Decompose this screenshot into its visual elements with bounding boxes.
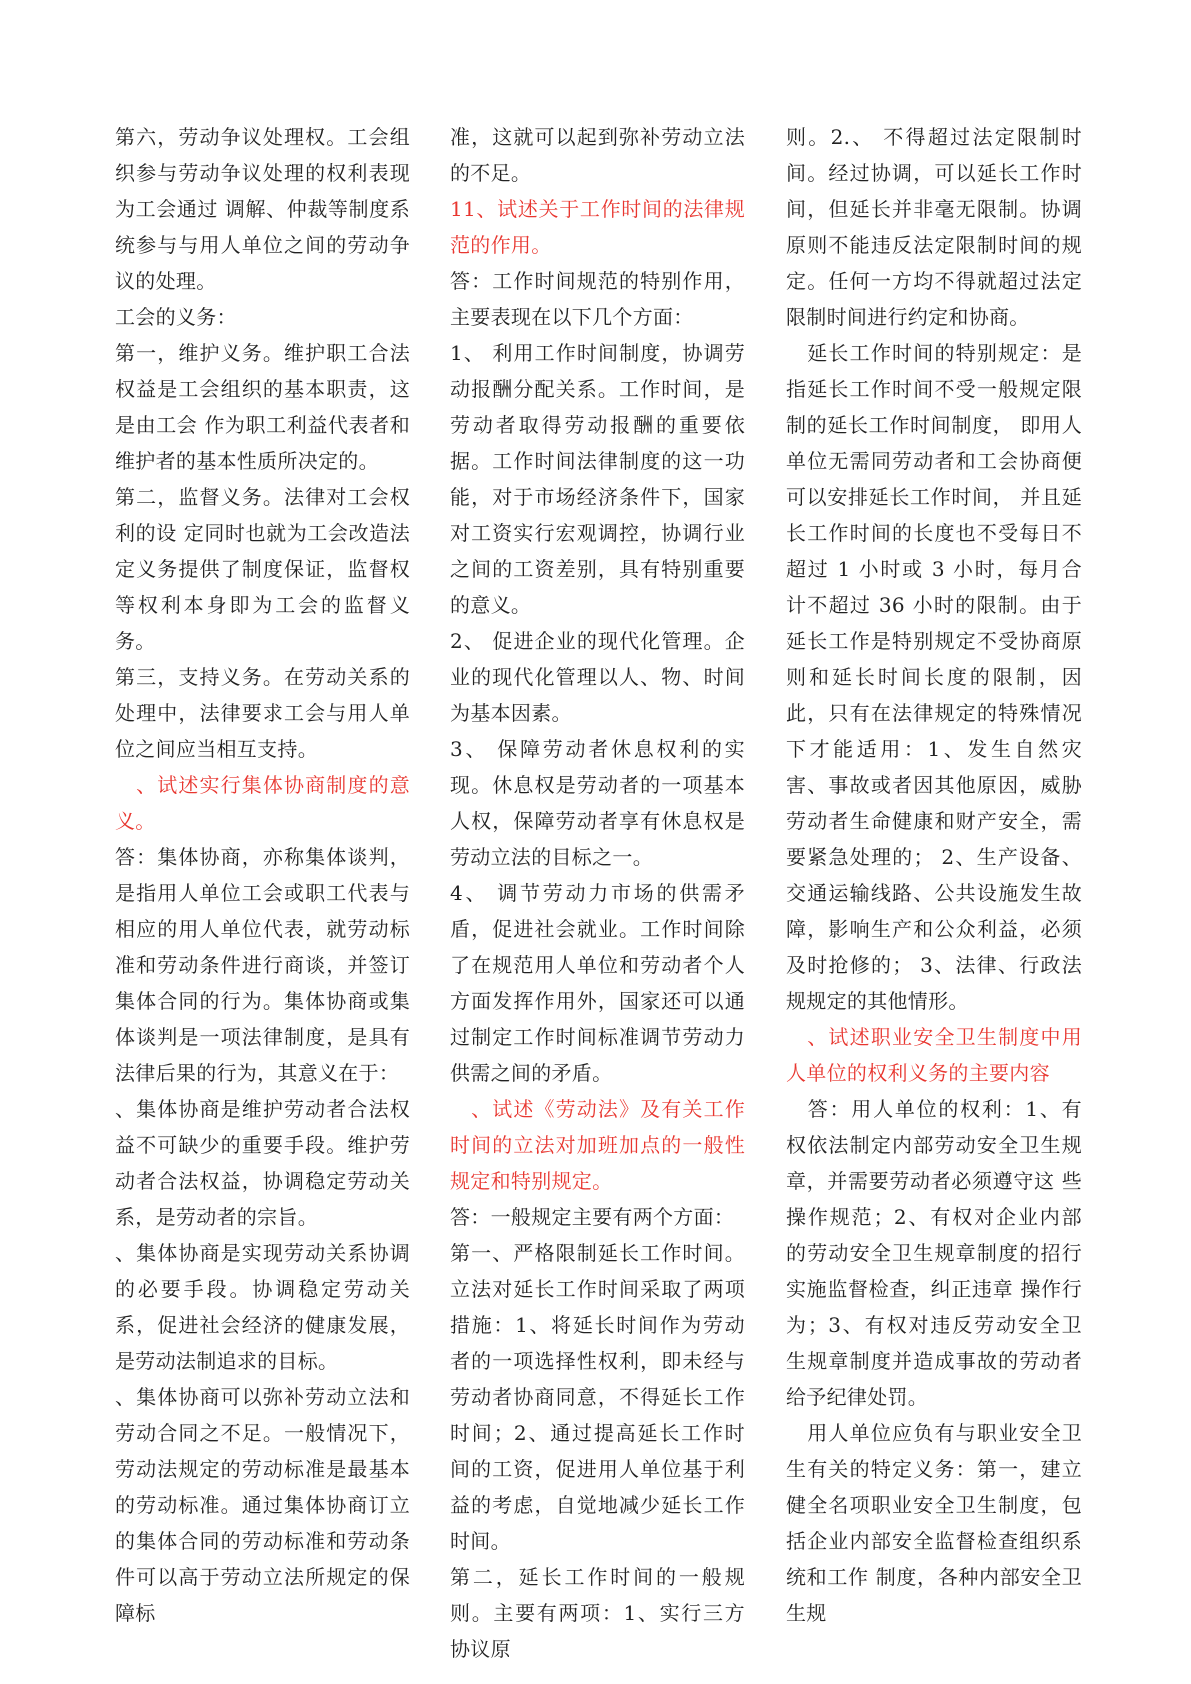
section-heading: 、试述实行集体协商制度的意义。: [115, 773, 410, 833]
paragraph: 第二，延长工作时间的一般规则。主要有两项：1、实行三方协议原: [450, 1565, 745, 1661]
paragraph: 用人单位应负有与职业安全卫生有关的特定义务：第一，建立健全名项职业安全卫生制度，包括企业内部安全监督检查组织系统和工作 制度，各种内部安全卫生规: [786, 1421, 1082, 1625]
paragraph: 第一、严格限制延长工作时间。立法对延长工作时间采取了两项措施：1、将延长时间作为劳动者的一项选择性权利，即未经与劳动者协商同意，不得延长工作时间；2、通过提高延长工作时间的工资，促进用人单位基于利益的考虑，自觉地减少延长工作时间。: [450, 1241, 745, 1553]
paragraph: 第三，支持义务。在劳动关系的处理中，法律要求工会与用人单位之间应当相互支持。: [115, 665, 410, 761]
paragraph: 1、 利用工作时间制度，协调劳动报酬分配关系。工作时间，是劳动者取得劳动报酬的重要依据。工作时间法律制度的这一功能，对于市场经济条件下，国家对工资实行宏观调控，协调行业之间的工资差别，具有特别重要的意义。: [450, 341, 745, 617]
paragraph: 答：工作时间规范的特别作用，主要表现在以下几个方面：: [450, 269, 745, 329]
text-column-1: [115, 119, 410, 1631]
paragraph: 3、 保障劳动者休息权利的实现。休息权是劳动者的一项基本人权，保障劳动者享有休息权是劳动立法的目标之一。: [450, 737, 745, 869]
paragraph: 、集体协商是实现劳动关系协调的必要手段。协调稳定劳动关系，促进社会经济的健康发展，是劳动法制追求的目标。: [115, 1241, 410, 1373]
paragraph: 第一，维护义务。维护职工合法权益是工会组织的基本职责，这是由工会 作为职工利益代表者和维护者的基本性质所决定的。: [115, 341, 410, 473]
text-column-3: [786, 119, 1082, 1631]
paragraph: 准，这就可以起到弥补劳动立法的不足。: [450, 125, 745, 185]
section-heading: 11、试述关于工作时间的法律规范的作用。: [450, 197, 745, 257]
paragraph: 、集体协商可以弥补劳动立法和劳动合同之不足。一般情况下，劳动法规定的劳动标准是最基本的劳动标准。通过集体协商订立的集体合同的劳动标准和劳动条件可以高于劳动立法所规定的保障标: [115, 1385, 410, 1625]
section-heading: 、试述《劳动法》及有关工作时间的立法对加班加点的一般性规定和特别规定。: [450, 1097, 745, 1193]
paragraph: 延长工作时间的特别规定：是指延长工作时间不受一般规定限制的延长工作时间制度， 即用人单位无需同劳动者和工会协商便可以安排延长工作时间， 并且延长工作时间的长度也不受每日不超过 1 小时或 3 小时，每月合计不超过 36 小时的限制。由于延长工作是特别规定不受协商原则和延长时间长度的限制，因此，只有在法律规定的特殊情况下才能适用：1、发生自然灾害、事故或者因其他原因，威胁劳动者生命健康和财产安全，需要紧急处理的； 2、生产设备、交通运输线路、公共设施发生故障，影响生产和公众利益，必须及时抢修的； 3、法律、行政法规规定的其他情形。: [786, 341, 1082, 1013]
paragraph: 答：用人单位的权利：1、有权依法制定内部劳动安全卫生规章，并需要劳动者必须遵守这 些操作规范；2、有权对企业内部的劳动安全卫生规章制度的招行实施监督检查，纠正违章 操作行为；3、有权对违反劳动安全卫生规章制度并造成事故的劳动者给予纪律处罚。: [786, 1097, 1082, 1409]
paragraph: 第六，劳动争议处理权。工会组织参与劳动争议处理的权利表现为工会通过 调解、仲裁等制度系统参与与用人单位之间的劳动争议的处理。: [115, 125, 410, 293]
section-heading: 、试述职业安全卫生制度中用人单位的权利义务的主要内容: [786, 1025, 1082, 1085]
paragraph: 工会的义务：: [115, 305, 237, 329]
paragraph: 2、 促进企业的现代化管理。企业的现代化管理以人、物、时间为基本因素。: [450, 629, 745, 725]
text-column-2: [450, 119, 745, 1667]
paragraph: 、集体协商是维护劳动者合法权益不可缺少的重要手段。维护劳动者合法权益，协调稳定劳动关系，是劳动者的宗旨。: [115, 1097, 410, 1229]
paragraph: 则。2.、 不得超过法定限制时间。经过协调，可以延长工作时间，但延长并非毫无限制。协调原则不能违反法定限制时间的规定。任何一方均不得就超过法定限制时间进行约定和协商。: [786, 125, 1082, 329]
paragraph: 答：集体协商，亦称集体谈判，是指用人单位工会或职工代表与相应的用人单位代表，就劳动标准和劳动条件进行商谈，并签订集体合同的行为。集体协商或集体谈判是一项法律制度，是具有法律后果的行为，其意义在于：: [115, 845, 410, 1085]
paragraph: 答：一般规定主要有两个方面：: [450, 1205, 735, 1229]
paragraph: 第二，监督义务。法律对工会权利的设 定同时也就为工会改造法定义务提供了制度保证，监督权等权利本身即为工会的监督义务。: [115, 485, 410, 653]
paragraph: 4、 调节劳动力市场的供需矛盾，促进社会就业。工作时间除了在规范用人单位和劳动者个人方面发挥作用外，国家还可以通过制定工作时间标准调节劳动力供需之间的矛盾。: [450, 881, 745, 1085]
